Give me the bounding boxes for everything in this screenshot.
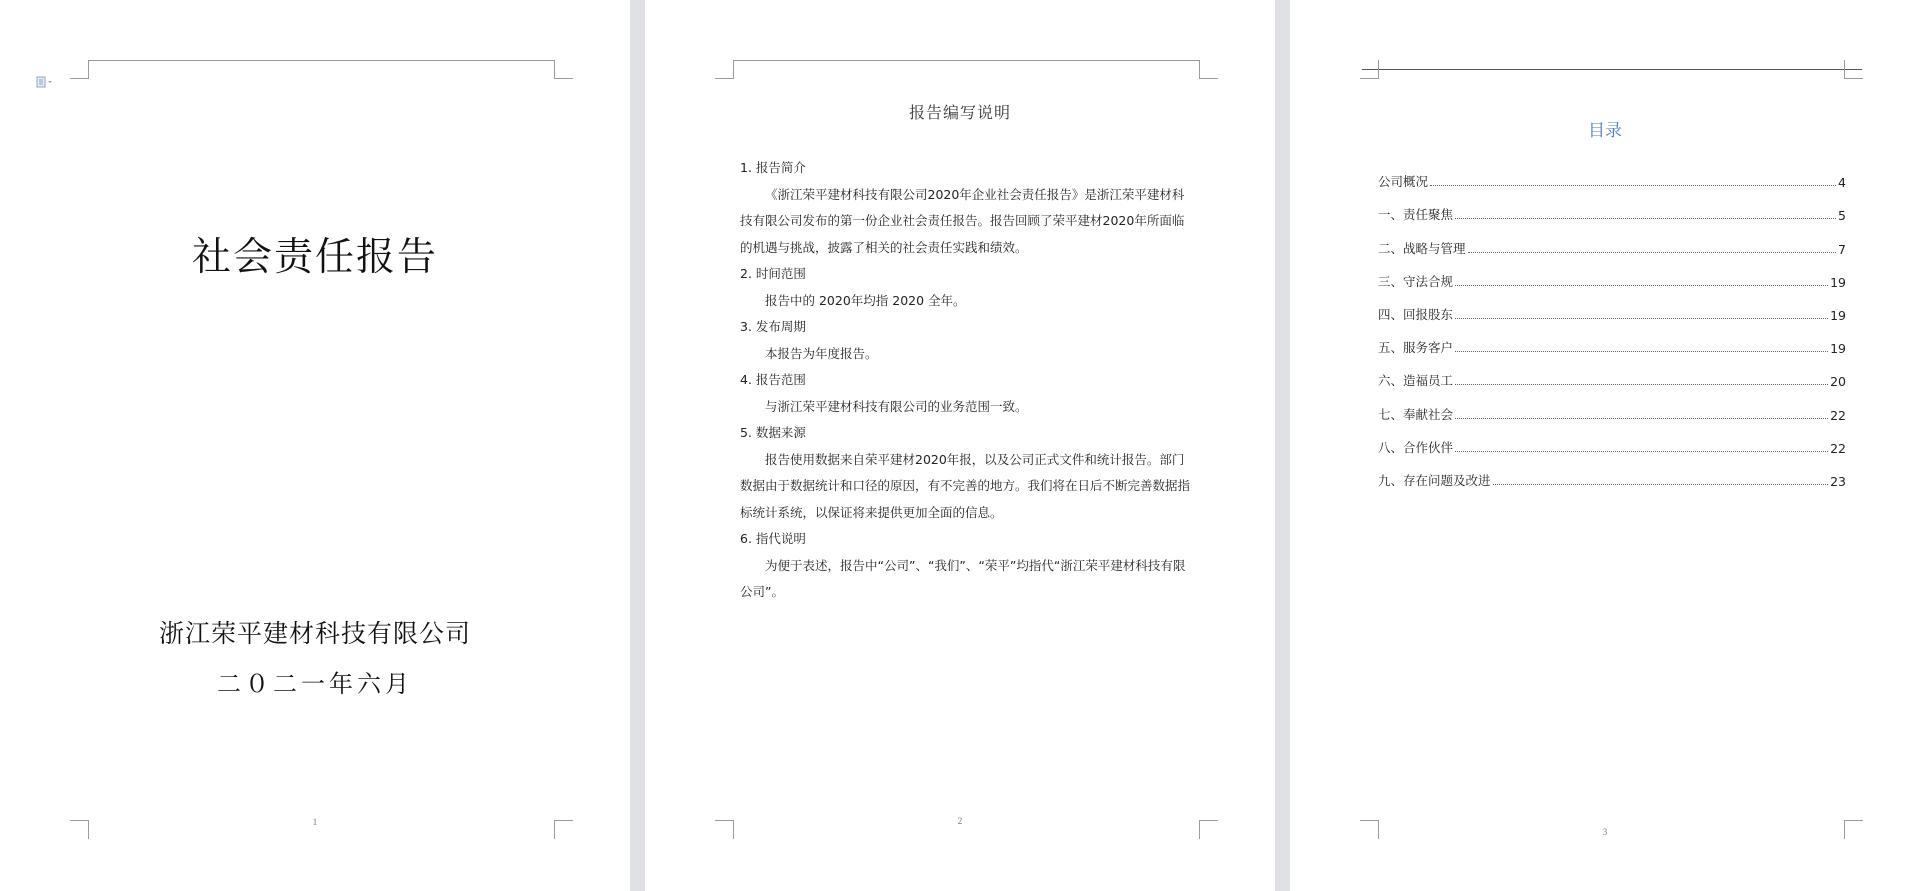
toc-entry-page: 5 bbox=[1838, 208, 1846, 224]
toc-entry-label: 七、奉献社会 bbox=[1378, 406, 1454, 422]
section-heading: 4. 报告范围 bbox=[740, 372, 806, 387]
toc-entry-page: 19 bbox=[1830, 307, 1846, 323]
report-title: 社会责任报告 bbox=[191, 235, 438, 280]
toc-entry[interactable] bbox=[1378, 323, 1846, 356]
toc-entry[interactable] bbox=[1378, 423, 1846, 456]
toc-entry-label: 三、守法合规 bbox=[1378, 273, 1454, 289]
margin-corner bbox=[1360, 60, 1379, 79]
header-line bbox=[1362, 69, 1862, 70]
toc-entry-page: 7 bbox=[1838, 241, 1846, 257]
report-notes-body bbox=[740, 155, 1195, 606]
section-paragraph: 报告中的 2020年均指 2020 全年。 bbox=[765, 292, 966, 308]
toc-leader bbox=[1468, 252, 1837, 253]
toc-leader bbox=[1455, 285, 1828, 286]
toc-leader bbox=[1455, 418, 1828, 419]
toc-leader bbox=[1455, 218, 1836, 219]
toc-title: 目录 bbox=[1588, 121, 1622, 141]
section-heading: 2. 时间范围 bbox=[740, 266, 806, 281]
toc-entry-label: 九、存在问题及改进 bbox=[1378, 472, 1491, 488]
section-paragraph: 报告使用数据来自荣平建材2020年报，以及公司正式文件和统计报告。部门数据由于数据统计和口径的原因，有不完善的地方。我们将在日后不断完善数据指标统计系统，以保证将来提供更加全面的信息。 bbox=[740, 451, 1191, 520]
toc-entry-page: 19 bbox=[1830, 274, 1846, 290]
toc-entry-label: 四、回报股东 bbox=[1378, 306, 1454, 322]
toc-entry-label: 公司概况 bbox=[1378, 174, 1429, 190]
section-paragraph: 为便于表述，报告中“公司”、“我们”、“荣平”均指代“浙江荣平建材科技有限公司”。 bbox=[740, 557, 1186, 599]
toc-entry[interactable] bbox=[1378, 456, 1846, 489]
toc-entry[interactable] bbox=[1378, 356, 1846, 389]
section-heading: 6. 指代说明 bbox=[740, 531, 806, 546]
toc-entry-page: 22 bbox=[1830, 407, 1846, 423]
toc-leader bbox=[1455, 451, 1828, 452]
toc-entry[interactable] bbox=[1378, 223, 1846, 256]
toc-entry-page: 19 bbox=[1830, 341, 1846, 357]
page-number: 2 bbox=[957, 816, 963, 826]
toc-entry-label: 二、战略与管理 bbox=[1378, 240, 1466, 256]
toc-leader bbox=[1430, 185, 1836, 186]
section-title: 报告编写说明 bbox=[908, 103, 1011, 122]
toc-entry[interactable] bbox=[1378, 290, 1846, 323]
margin-corner bbox=[70, 60, 89, 79]
toc-entry-label: 八、合作伙伴 bbox=[1378, 439, 1454, 455]
toc-entry[interactable] bbox=[1378, 389, 1846, 422]
toc-entry-page: 4 bbox=[1838, 175, 1846, 191]
paste-options-icon[interactable] bbox=[36, 76, 54, 91]
toc-entry-label: 六、造福员工 bbox=[1378, 373, 1454, 389]
table-of-contents bbox=[1378, 157, 1846, 489]
header-line bbox=[733, 60, 1199, 61]
section-heading: 5. 数据来源 bbox=[740, 425, 806, 440]
page-number: 1 bbox=[312, 817, 318, 827]
page-3 bbox=[1290, 0, 1920, 891]
toc-leader bbox=[1455, 351, 1828, 352]
report-date: 二０二一年六月 bbox=[217, 670, 413, 698]
toc-entry[interactable] bbox=[1378, 157, 1846, 190]
page-number: 3 bbox=[1602, 827, 1608, 837]
toc-leader bbox=[1493, 484, 1829, 485]
toc-entry-label: 五、服务客户 bbox=[1378, 340, 1454, 356]
section-heading: 3. 发布周期 bbox=[740, 319, 806, 334]
toc-entry-page: 22 bbox=[1830, 440, 1846, 456]
toc-entry-page: 20 bbox=[1830, 374, 1846, 390]
header-line bbox=[88, 60, 554, 61]
margin-corner bbox=[715, 60, 734, 79]
toc-entry[interactable] bbox=[1378, 190, 1846, 223]
section-paragraph: 本报告为年度报告。 bbox=[765, 345, 878, 361]
margin-corner bbox=[1844, 60, 1863, 79]
toc-leader bbox=[1455, 384, 1828, 385]
margin-corner bbox=[1199, 60, 1218, 79]
page-1 bbox=[0, 0, 630, 891]
toc-leader bbox=[1455, 318, 1828, 319]
section-heading: 1. 报告简介 bbox=[740, 160, 806, 175]
section-paragraph: 《浙江荣平建材科技有限公司2020年企业社会责任报告》是浙江荣平建材科技有限公司发布的第一份企业社会责任报告。报告回顾了荣平建材2020年所面临的机遇与挑战，披露了相关的社会责任实践和绩效。 bbox=[740, 186, 1185, 255]
toc-entry[interactable] bbox=[1378, 257, 1846, 290]
section-paragraph: 与浙江荣平建材科技有限公司的业务范围一致。 bbox=[765, 398, 1028, 414]
company-name: 浙江荣平建材科技有限公司 bbox=[158, 619, 471, 648]
margin-corner bbox=[554, 60, 573, 79]
page-2 bbox=[645, 0, 1275, 891]
toc-entry-page: 23 bbox=[1830, 473, 1846, 489]
toc-entry-label: 一、责任聚焦 bbox=[1378, 207, 1454, 223]
